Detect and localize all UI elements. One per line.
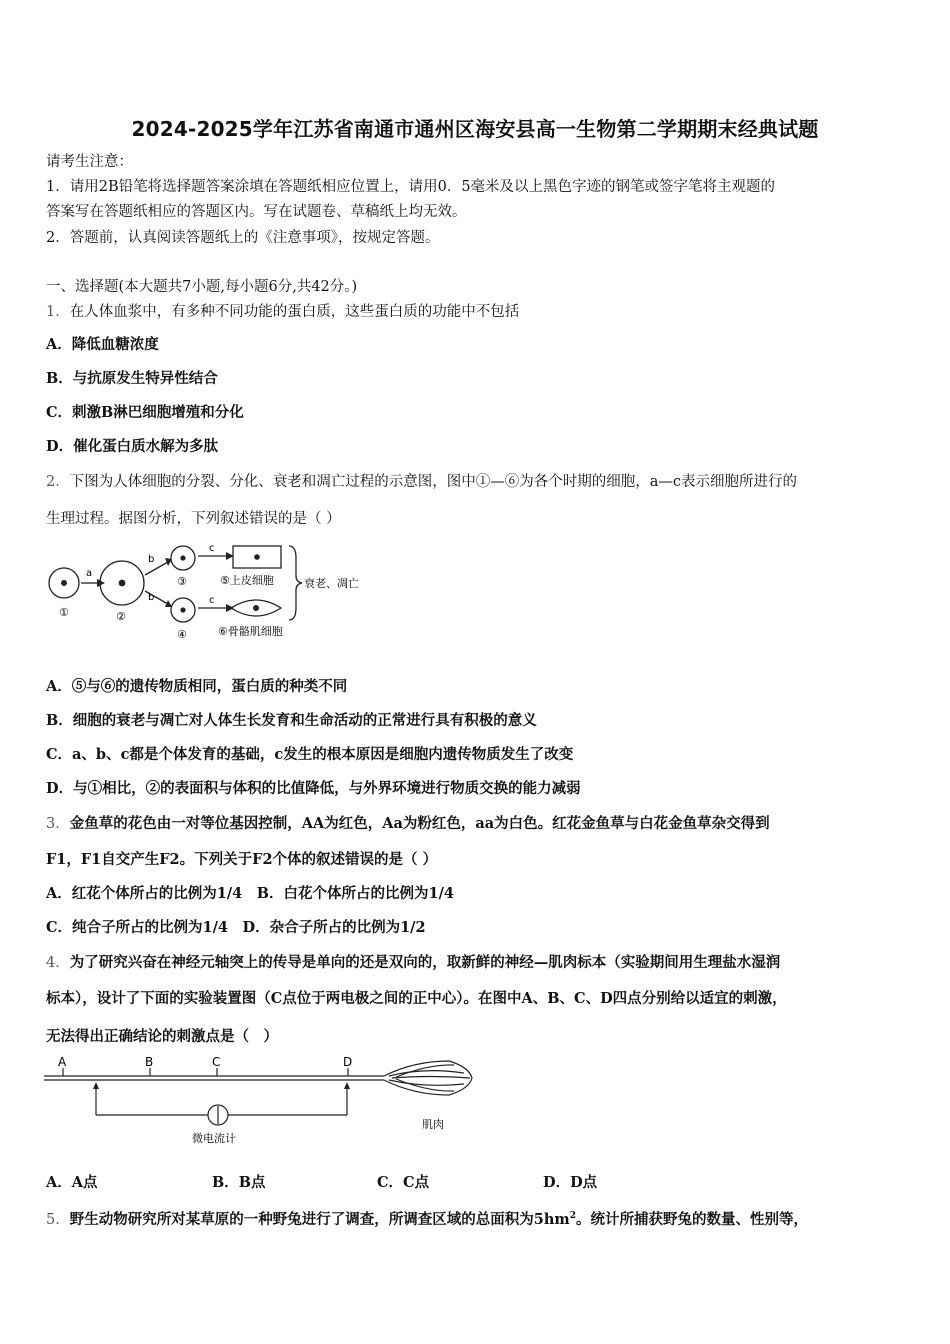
process-label-b-top: b [148, 554, 155, 565]
question-text: 金鱼草的花色由一对等位基因控制，AA为红色，Aa为粉红色，aa为白色。红花金鱼草与白花金鱼草杂交得到 [69, 815, 770, 832]
q1-option-b: B．与抗原发生特异性结合 [46, 370, 218, 387]
notice-item-2: 2．答题前，认真阅读答题纸上的《注意事项》，按规定答题。 [46, 230, 440, 246]
question-2-stem-line-1 [46, 472, 797, 492]
question-text-part-2: 。统计所捕获野兔的数量、性别等， [575, 1210, 808, 1228]
notice-item-1-line-2: 答案写在答题纸相应的答题区内。写在试题卷、草稿纸上均无效。 [46, 204, 467, 220]
process-label-c-top: c [209, 543, 215, 554]
question-number: 4． [46, 955, 70, 971]
process-label-b-bottom: b [148, 592, 155, 603]
point-label-d: D [343, 1055, 353, 1069]
q1-option-d: D．催化蛋白质水解为多肽 [46, 438, 219, 455]
point-label-c: C [212, 1055, 221, 1069]
question-1-stem [46, 302, 519, 322]
q4-option-c: C．C点 [377, 1174, 430, 1191]
point-label-a: A [58, 1055, 67, 1069]
q3-options-cd: C．纯合子所占的比例为1/4 D．杂合子所占的比例为1/2 [46, 919, 426, 936]
nerve-muscle-diagram [44, 1055, 474, 1150]
q4-option-d: D．D点 [543, 1174, 598, 1191]
question-number: 5． [46, 1211, 70, 1228]
q4-option-a: A．A点 [46, 1174, 98, 1191]
question-number: 2． [46, 474, 70, 490]
q4-option-b: B．B点 [212, 1174, 266, 1191]
notice-heading: 请考生注意： [46, 154, 133, 170]
q3-options-ab: A．红花个体所占的比例为1/4 B．白花个体所占的比例为1/4 [46, 885, 454, 902]
question-text: 下图为人体细胞的分裂、分化、衰老和凋亡过程的示意图，图中①—⑥为各个时期的细胞，a—c表示细胞所进行的 [69, 474, 797, 490]
notice-item-1-line-1: 1．请用2B铅笔将选择题答案涂填在答题纸相应位置上，请用0．5毫米及以上黑色字迹的钢笔或签字笔将主观题的 [46, 179, 776, 195]
question-number: 3． [46, 816, 70, 832]
cell-label-2: ② [116, 610, 126, 623]
question-4-stem-line-2: 标本），设计了下面的实验装置图（C点位于两电极之间的正中心）。在图中A、B、C、D四点分别给以适宜的刺激， [46, 990, 787, 1007]
muscle-label: 肌肉 [422, 1118, 444, 1131]
q1-option-a: A．降低血糖浓度 [46, 336, 159, 353]
superscript: 2 [569, 1211, 576, 1221]
process-label-a: a [86, 568, 93, 579]
question-text-part-1: 野生动物研究所对某草原的一种野兔进行了调查，所调查区域的总面积为5hm [69, 1210, 570, 1228]
cell-process-diagram [44, 540, 374, 645]
question-text: 在人体血浆中，有多种不同功能的蛋白质，这些蛋白质的功能中不包括 [69, 304, 520, 320]
question-4-stem-line-1 [46, 953, 780, 973]
question-number: 1． [46, 304, 70, 320]
cell-label-4: ④ [177, 628, 187, 641]
question-3-stem-line-1 [46, 814, 770, 834]
q2-option-a: A．⑤与⑥的遗传物质相同，蛋白质的种类不同 [46, 678, 348, 695]
question-3-stem-line-2: F1，F1自交产生F2。下列关于F2个体的叙述错误的是（ ） [46, 851, 438, 868]
section-heading: 一、选择题(本大题共7小题,每小题6分,共42分。) [46, 279, 358, 295]
cell-label-3: ③ [177, 575, 187, 588]
point-label-b: B [145, 1055, 154, 1069]
question-4-stem-line-3: 无法得出正确结论的刺激点是（ ） [46, 1028, 278, 1045]
process-label-c-bottom: c [209, 595, 215, 606]
question-5-stem [46, 1206, 808, 1230]
epithelial-cell-label: ⑤上皮细胞 [220, 574, 274, 587]
q2-option-c: C．a、b、c都是个体发育的基础，c发生的根本原因是细胞内遗传物质发生了改变 [46, 746, 574, 763]
question-2-stem-line-2: 生理过程。据图分析，下列叙述错误的是（ ） [46, 511, 341, 527]
question-text: 为了研究兴奋在神经元轴突上的传导是单向的还是双向的，取新鲜的神经—肌肉标本（实验期间用生理盐水湿润 [69, 954, 781, 971]
aging-apoptosis-label: 衰老、凋亡 [304, 577, 359, 590]
q2-option-b: B．细胞的衰老与凋亡对人体生长发育和生命活动的正常进行具有积极的意义 [46, 712, 537, 729]
skeletal-muscle-cell-label: ⑥骨骼肌细胞 [218, 625, 283, 638]
microammeter-label: 微电流计 [192, 1132, 236, 1145]
q1-option-c: C．刺激B淋巴细胞增殖和分化 [46, 404, 244, 421]
page-title: 2024-2025学年江苏省南通市通州区海安县高一生物第二学期期末经典试题 [131, 117, 819, 141]
q2-option-d: D．与①相比，②的表面积与体积的比值降低，与外界环境进行物质交换的能力减弱 [46, 780, 581, 797]
cell-label-1: ① [59, 606, 69, 619]
